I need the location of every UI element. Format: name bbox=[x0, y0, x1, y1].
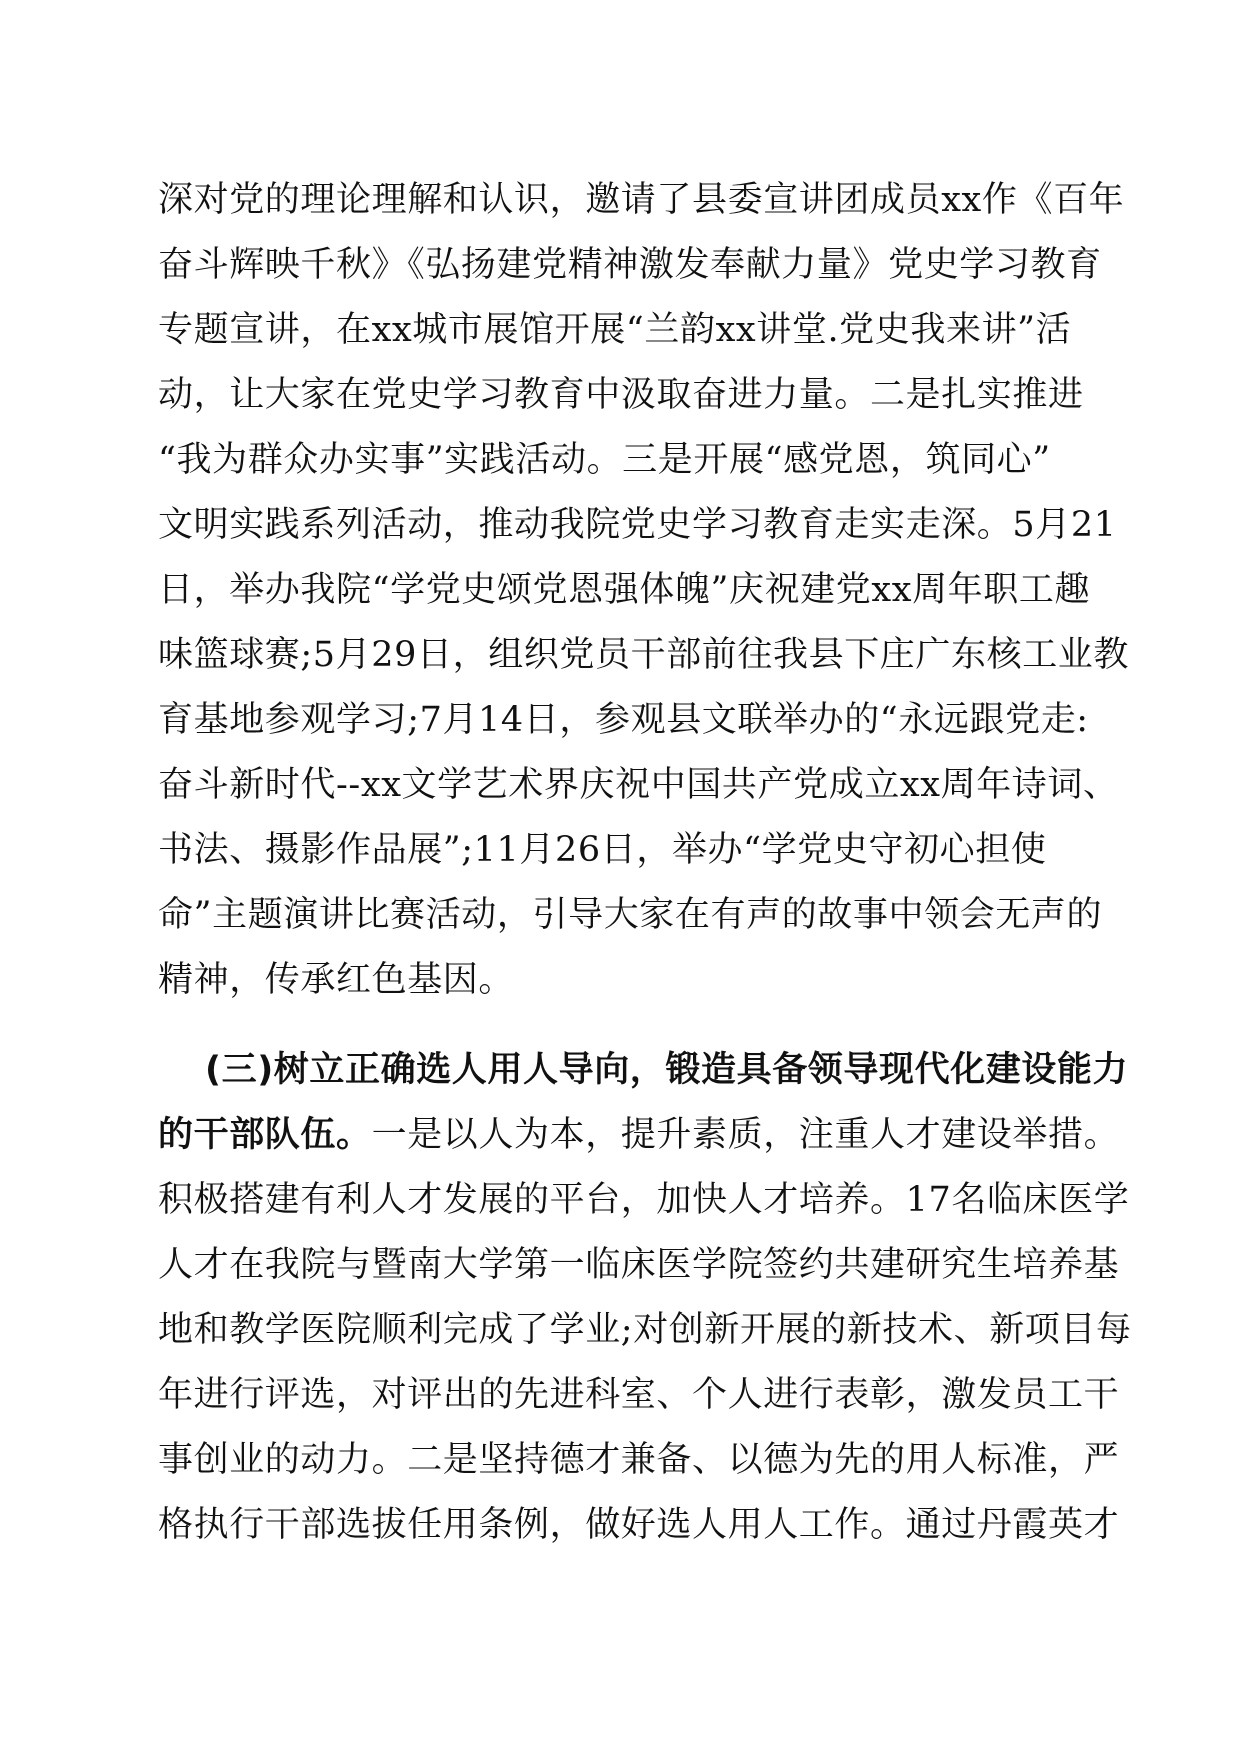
body-line: “我为群众办实事”实践活动。三是开展“感党恩，筑同心” bbox=[158, 440, 1051, 480]
body-line: 地和教学医院顺利完成了学业;对创新开展的新技术、新项目每 bbox=[158, 1310, 1132, 1350]
body-line: 精神，传承红色基因。 bbox=[158, 960, 515, 1000]
body-line: 育基地参观学习;7月14日，参观县文联举办的“永远跟党走: bbox=[158, 700, 1089, 740]
body-line: 深对党的理论理解和认识，邀请了县委宣讲团成员xx作《百年 bbox=[158, 180, 1125, 220]
heading-continuation-line bbox=[158, 1105, 1120, 1165]
body-text: 一是以人为本，提升素质，注重人才建设举措。 bbox=[371, 1115, 1120, 1155]
body-line: 日，举办我院“学党史颂党恩强体魄”庆祝建党xx周年职工趣 bbox=[158, 570, 1091, 610]
body-line: 积极搭建有利人才发展的平台，加快人才培养。17名临床医学 bbox=[158, 1180, 1130, 1220]
body-line: 书法、摄影作品展”;11月26日，举办“学党史守初心担使 bbox=[158, 830, 1047, 870]
body-line: 格执行干部选拔任用条例，做好选人用人工作。通过丹霞英才 bbox=[158, 1505, 1120, 1545]
body-line: 味篮球赛;5月29日，组织党员干部前往我县下庄广东核工业教 bbox=[158, 635, 1129, 675]
body-line: 文明实践系列活动，推动我院党史学习教育走实走深。5月21 bbox=[158, 505, 1117, 545]
body-line: 事创业的动力。二是坚持德才兼备、以德为先的用人标准，严 bbox=[158, 1440, 1120, 1480]
section-heading: (三)树立正确选人用人导向，锻造具备领导现代化建设能力 bbox=[205, 1050, 1129, 1090]
body-line: 动，让大家在党史学习教育中汲取奋进力量。二是扎实推进 bbox=[158, 375, 1084, 415]
body-line: 专题宣讲，在xx城市展馆开展“兰韵xx讲堂.党史我来讲”活 bbox=[158, 310, 1072, 350]
section-heading-tail: 的干部队伍。 bbox=[158, 1115, 372, 1155]
body-line: 人才在我院与暨南大学第一临床医学院签约共建研究生培养基 bbox=[158, 1245, 1120, 1285]
body-line: 奋斗辉映千秋》《弘扬建党精神激发奉献力量》党史学习教育 bbox=[158, 245, 1102, 285]
body-line: 命”主题演讲比赛活动，引导大家在有声的故事中领会无声的 bbox=[158, 895, 1103, 935]
body-line: 年进行评选，对评出的先进科室、个人进行表彰，激发员工干 bbox=[158, 1375, 1120, 1415]
body-line: 奋斗新时代--xx文学艺术界庆祝中国共产党成立xx周年诗词、 bbox=[158, 765, 1119, 805]
